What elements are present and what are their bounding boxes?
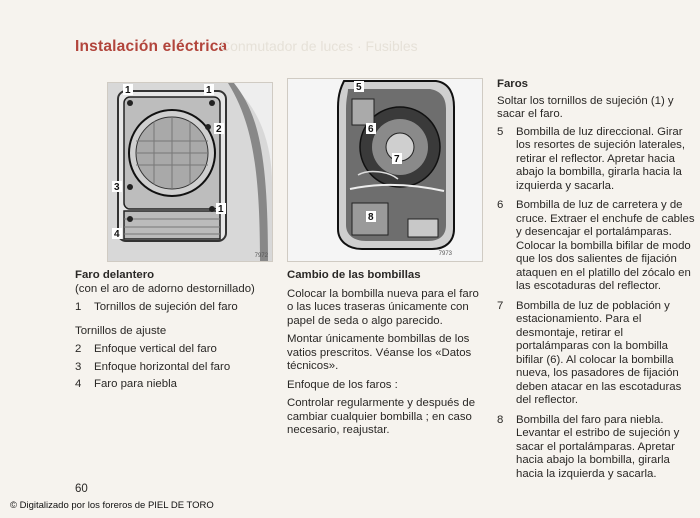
item-text: Enfoque vertical del faro bbox=[94, 343, 217, 355]
list-item bbox=[497, 199, 695, 294]
item-text: Tornillos de sujeción del faro bbox=[94, 301, 238, 313]
callout-6: 6 bbox=[368, 124, 374, 135]
item-number: 4 bbox=[75, 378, 82, 390]
list-item bbox=[497, 300, 695, 408]
callout-7: 7 bbox=[394, 154, 400, 165]
paragraph: Controlar regularmente y después de cambiar cualquier bombilla ; en caso necesario, reajustar. bbox=[287, 397, 476, 436]
item-number: 8 bbox=[497, 413, 504, 426]
callout-3: 3 bbox=[114, 182, 120, 193]
column-headlight bbox=[75, 269, 275, 392]
callout-4: 4 bbox=[114, 229, 120, 240]
digitization-credit: © Digitalizado por los foreros de PIEL DE TORO bbox=[10, 500, 214, 511]
callout-1b: 1 bbox=[206, 85, 212, 96]
column-bulb-change bbox=[287, 269, 483, 438]
adjust-heading: Tornillos de ajuste bbox=[75, 324, 167, 337]
intro: Soltar los tornillos de sujeción (1) y sacar el faro. bbox=[497, 94, 674, 120]
section-title: Instalación eléctrica bbox=[75, 38, 228, 55]
heading-cambio: Cambio de las bombillas bbox=[287, 269, 421, 281]
bleed-through-text: Conmutador de luces · Fusibles bbox=[220, 38, 418, 54]
callout-1a: 1 bbox=[125, 85, 131, 96]
list-item bbox=[497, 414, 695, 482]
paragraph: Colocar la bombilla nueva para el faro o las luces traseras únicamente con papel de seda o algo parecido. bbox=[287, 287, 479, 327]
callout-8: 8 bbox=[368, 212, 374, 223]
column-faros bbox=[497, 78, 695, 481]
subheading: (con el aro de adorno destornillado) bbox=[75, 282, 255, 295]
item-text: Bombilla de luz de población y estacionamiento. Para el desmontaje, retirar el portalámparas con la bombilla bifilar (6). Al colocar la bombilla nueva, los pasadores de fijación deben atacar en las escotaduras del reflector. bbox=[516, 299, 682, 406]
list-item bbox=[75, 343, 275, 357]
item-text: Bombilla de luz de carretera y de cruce. Extraer el enchufe de cables y desencajar el portalámparas. Colocar la bombilla bifilar de modo que los dos salientes de fijación ataquen en el platillo del zócalo en las escotaduras del reflector. bbox=[516, 199, 695, 292]
item-number: 2 bbox=[75, 343, 82, 355]
item-text: Bombilla de luz direccional. Girar los resortes de sujeción laterales, retirar el reflector. Apretar hacia abajo la bombilla, girarla hacia la izquierda y sacarla. bbox=[516, 125, 686, 192]
item-number: 1 bbox=[75, 301, 82, 313]
figure-code: 7972 bbox=[254, 253, 268, 259]
heading-faro-delantero: Faro delantero bbox=[75, 269, 155, 281]
item-text: Faro para niebla bbox=[94, 378, 177, 390]
paragraph: Montar únicamente bombillas de los vatios prescritos. Véanse los «Datos técnicos». bbox=[287, 333, 472, 372]
callout-5: 5 bbox=[356, 82, 362, 93]
bulb-housing-figure bbox=[287, 78, 483, 262]
list-item bbox=[75, 301, 275, 315]
item-text: Bombilla del faro para niebla. Levantar el estribo de sujeción y sacar el portalámparas. Apretar hacia abajo la bombilla, girarla hacia la izquierda y sacarla. bbox=[516, 413, 680, 480]
item-text: Enfoque horizontal del faro bbox=[94, 360, 231, 373]
headlight-figure bbox=[107, 82, 273, 262]
list-item bbox=[75, 378, 275, 392]
item-number: 7 bbox=[497, 299, 504, 312]
callout-1c: 1 bbox=[218, 204, 224, 215]
list-item bbox=[497, 126, 695, 194]
paragraph: Enfoque de los faros : bbox=[287, 378, 398, 391]
heading-faros: Faros bbox=[497, 78, 529, 90]
page-number: 60 bbox=[75, 483, 88, 495]
list-item bbox=[75, 361, 275, 375]
item-number: 6 bbox=[497, 199, 504, 211]
item-number: 3 bbox=[75, 360, 82, 373]
figure-code: 7973 bbox=[438, 251, 452, 257]
callout-2: 2 bbox=[216, 124, 222, 135]
item-number: 5 bbox=[497, 125, 504, 138]
